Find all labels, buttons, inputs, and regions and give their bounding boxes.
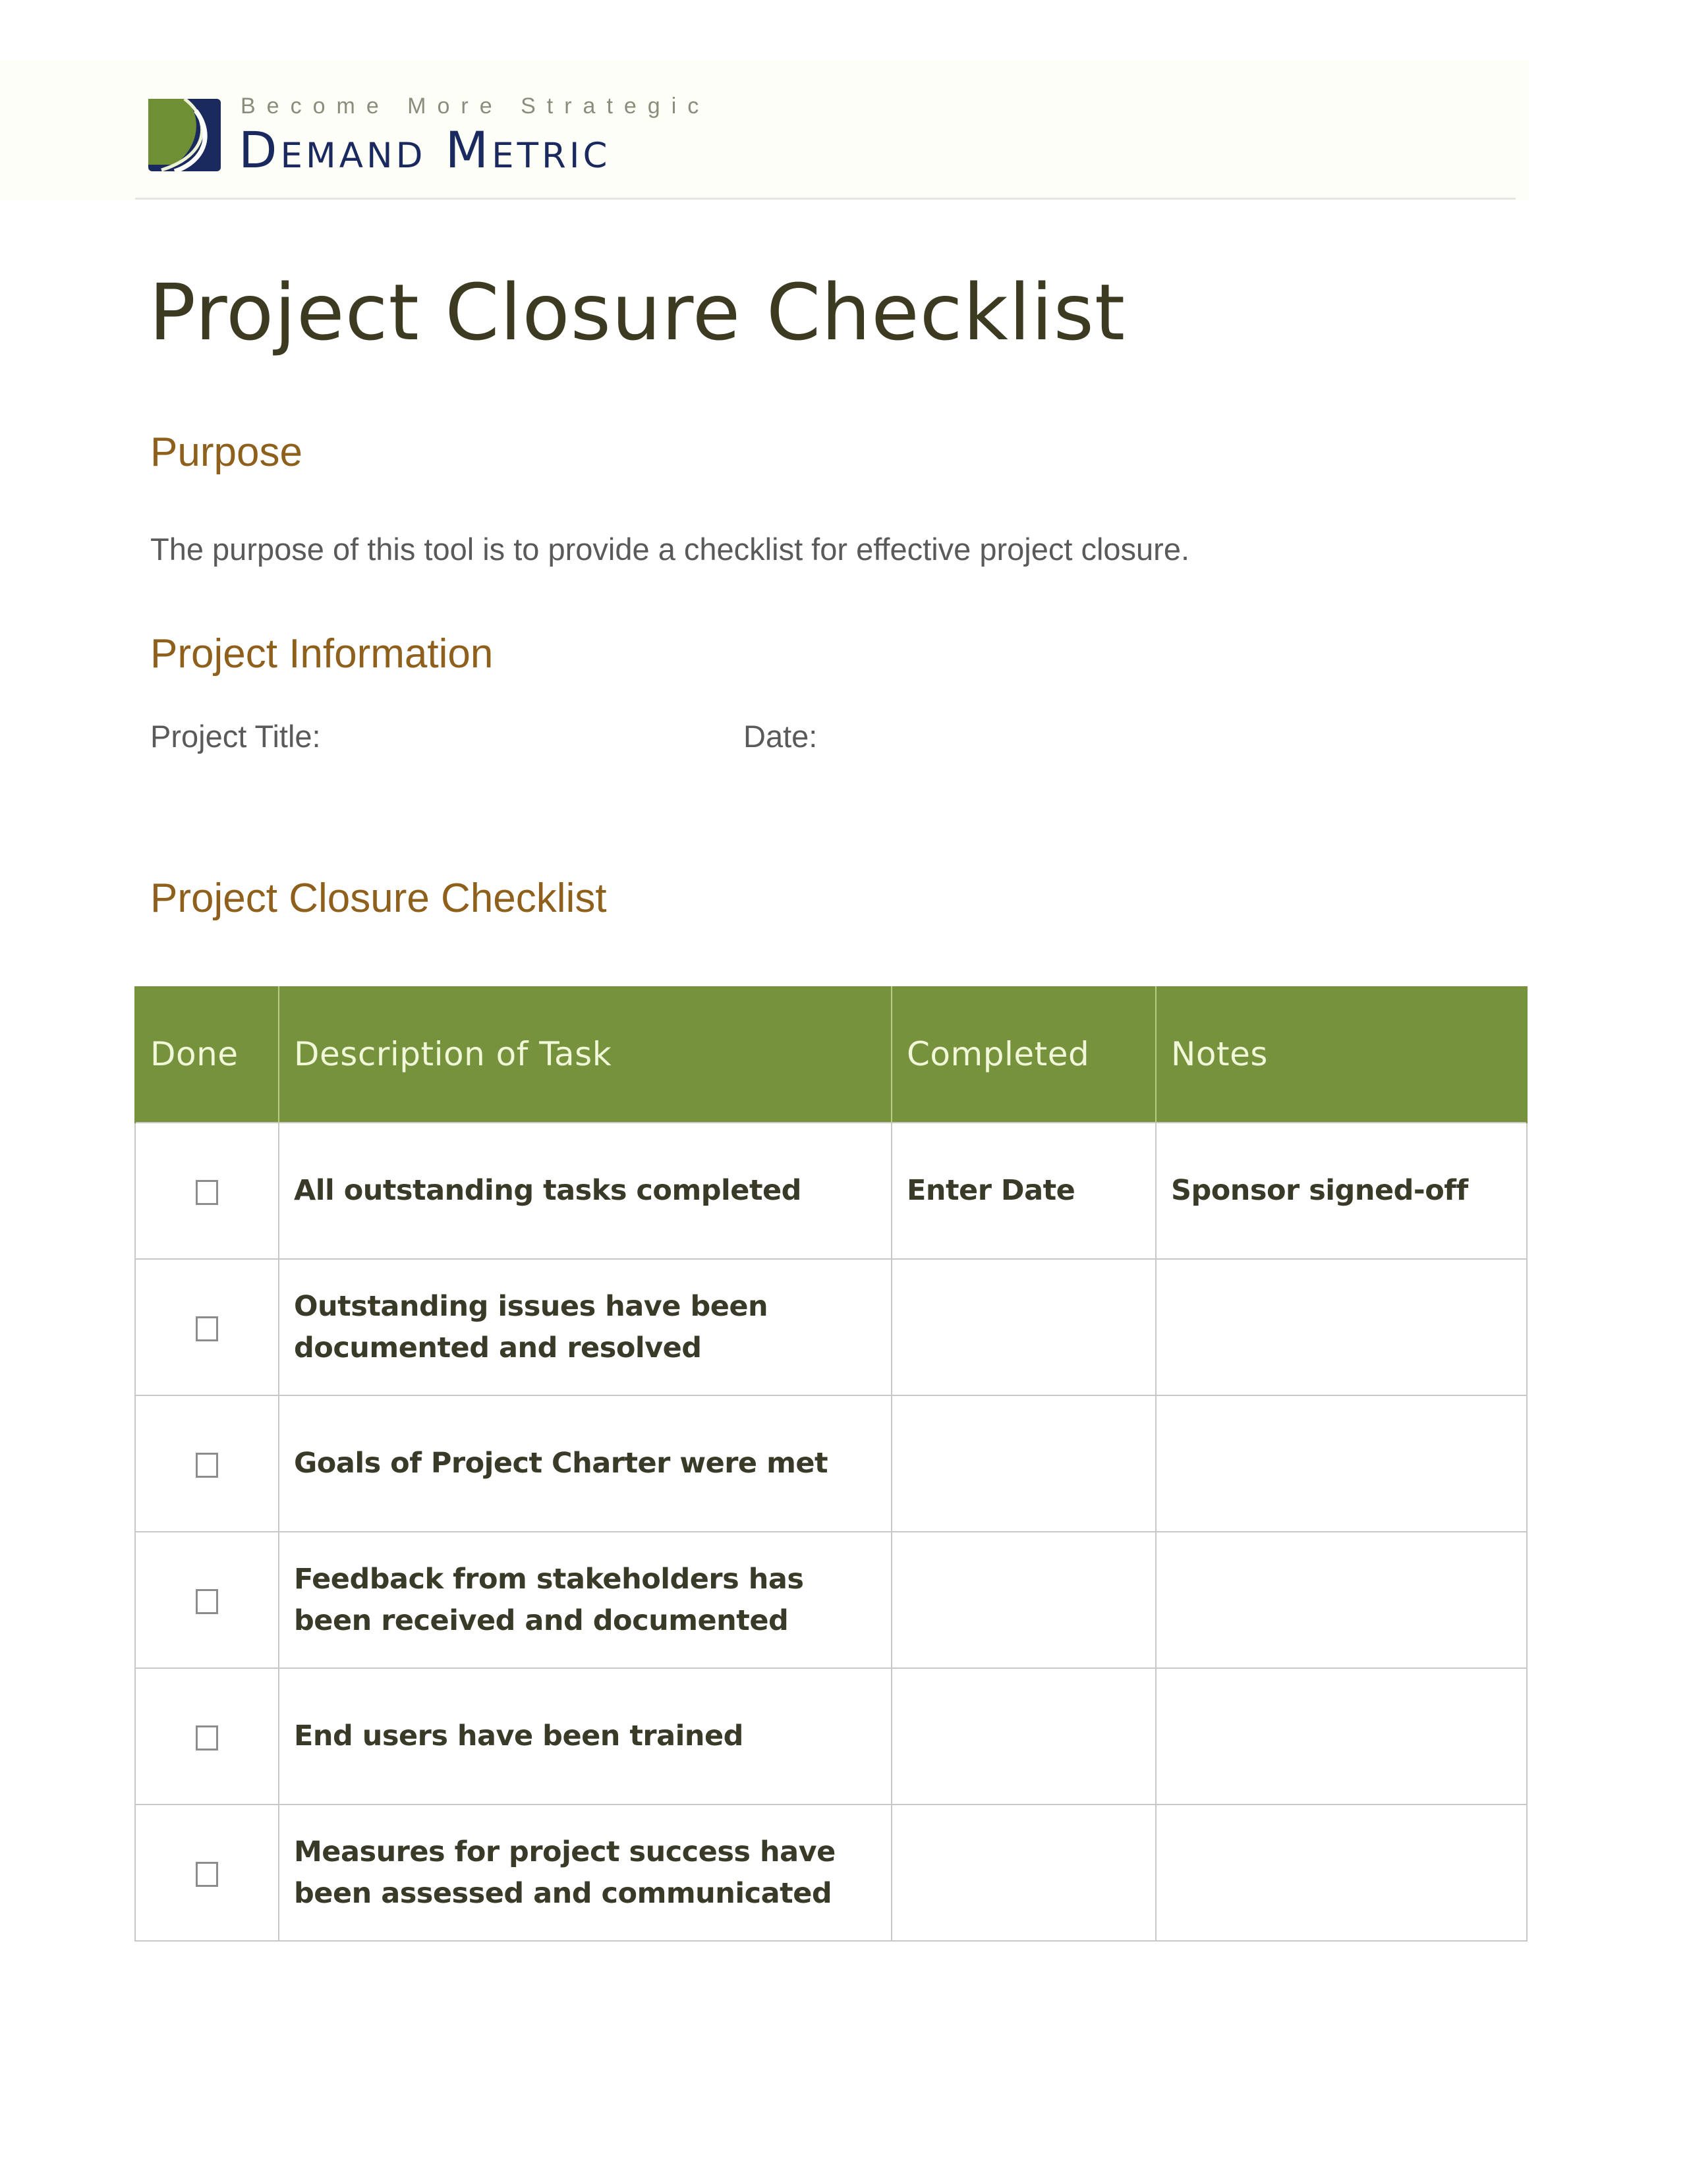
task-description: Measures for project success have been assessed and communicated	[279, 1805, 892, 1941]
completed-date-field[interactable]	[892, 1395, 1156, 1532]
done-checkbox[interactable]	[196, 1180, 218, 1205]
date-label: Date:	[743, 719, 818, 754]
column-header-done: Done	[135, 986, 279, 1123]
column-header-completed: Completed	[892, 986, 1156, 1123]
task-description: End users have been trained	[279, 1668, 892, 1805]
table-row	[135, 1259, 1527, 1395]
done-cell	[135, 1259, 279, 1395]
page-title: Project Closure Checklist	[149, 267, 1126, 358]
header-band	[0, 59, 1529, 201]
done-cell	[135, 1532, 279, 1668]
done-checkbox[interactable]	[196, 1725, 218, 1750]
completed-date-field[interactable]: Enter Date	[892, 1123, 1156, 1259]
task-description: Outstanding issues have been documented and resolved	[279, 1259, 892, 1395]
checklist-table	[134, 986, 1528, 1942]
column-header-description: Description of Task	[279, 986, 892, 1123]
purpose-text: The purpose of this tool is to provide a checklist for effective project closure.	[150, 532, 1190, 567]
task-description: Goals of Project Charter were met	[279, 1395, 892, 1532]
done-cell	[135, 1668, 279, 1805]
completed-date-field[interactable]	[892, 1259, 1156, 1395]
table-row	[135, 1805, 1527, 1941]
project-information-heading: Project Information	[150, 631, 494, 677]
done-checkbox[interactable]	[196, 1862, 218, 1887]
notes-field[interactable]: Sponsor signed-off	[1156, 1123, 1527, 1259]
notes-field[interactable]	[1156, 1668, 1527, 1805]
completed-date-field[interactable]	[892, 1668, 1156, 1805]
table-row	[135, 1395, 1527, 1532]
notes-field[interactable]	[1156, 1805, 1527, 1941]
done-checkbox[interactable]	[196, 1316, 218, 1341]
done-cell	[135, 1805, 279, 1941]
completed-date-field[interactable]	[892, 1805, 1156, 1941]
header-divider	[135, 198, 1516, 200]
task-description: Feedback from stakeholders has been received and documented	[279, 1532, 892, 1668]
completed-date-field[interactable]	[892, 1532, 1156, 1668]
brand-tagline: Become More Strategic	[241, 94, 710, 119]
notes-field[interactable]	[1156, 1532, 1527, 1668]
column-header-notes: Notes	[1156, 986, 1527, 1123]
table-header-row	[135, 986, 1527, 1123]
notes-field[interactable]	[1156, 1395, 1527, 1532]
purpose-heading: Purpose	[150, 430, 302, 475]
task-description: All outstanding tasks completed	[279, 1123, 892, 1259]
table-row	[135, 1532, 1527, 1668]
project-title-label: Project Title:	[150, 719, 321, 754]
brand-name: Demand Metric	[239, 121, 611, 179]
notes-field[interactable]	[1156, 1259, 1527, 1395]
demand-metric-logo-icon	[148, 99, 221, 171]
done-cell	[135, 1123, 279, 1259]
done-cell	[135, 1395, 279, 1532]
done-checkbox[interactable]	[196, 1453, 218, 1478]
checklist-heading: Project Closure Checklist	[150, 876, 607, 921]
date-field[interactable]	[834, 718, 1229, 755]
done-checkbox[interactable]	[196, 1589, 218, 1614]
table-row	[135, 1123, 1527, 1259]
table-row	[135, 1668, 1527, 1805]
project-title-field[interactable]	[343, 718, 712, 755]
